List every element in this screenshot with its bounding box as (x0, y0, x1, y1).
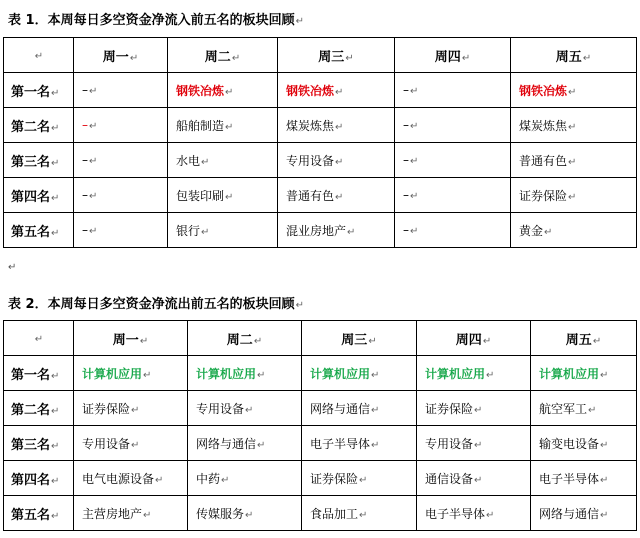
table-cell: –↵ (395, 73, 511, 108)
header-wednesday: 周三↵ (302, 321, 417, 356)
header-monday: 周一↵ (74, 38, 168, 73)
table-cell: –↵ (395, 178, 511, 213)
header-thursday: 周四↵ (395, 38, 511, 73)
table-cell: 水电↵ (168, 143, 278, 178)
table-cell: 证券保险↵ (417, 391, 531, 426)
table-cell: 航空军工↵ (531, 391, 637, 426)
outflow-table (3, 320, 637, 531)
table2-title: 表 2．本周每日多空资金净流出前五名的板块回顾↵ (8, 297, 304, 312)
table-cell: –↵ (74, 213, 168, 248)
table-row (4, 143, 637, 178)
table-cell: 煤炭炼焦↵ (278, 108, 395, 143)
row-label: 第四名↵ (4, 178, 74, 213)
row-label: 第二名↵ (4, 391, 74, 426)
table-row (4, 108, 637, 143)
table-cell: 普通有色↵ (278, 178, 395, 213)
inflow-table (3, 37, 637, 248)
table-cell: 混业房地产↵ (278, 213, 395, 248)
table-row (4, 73, 637, 108)
table-cell: 通信设备↵ (417, 461, 531, 496)
table-cell: 食品加工↵ (302, 496, 417, 531)
table-cell: –↵ (74, 143, 168, 178)
row-label: 第一名↵ (4, 356, 74, 391)
table-cell: 专用设备↵ (417, 426, 531, 461)
row-label: 第一名↵ (4, 73, 74, 108)
row-label: 第四名↵ (4, 461, 74, 496)
row-label: 第五名↵ (4, 213, 74, 248)
table-cell: 计算机应用↵ (302, 356, 417, 391)
table-row (4, 461, 637, 496)
table-cell: 证券保险↵ (302, 461, 417, 496)
table-cell: 计算机应用↵ (74, 356, 188, 391)
table-cell: –↵ (74, 108, 168, 143)
table-row (4, 178, 637, 213)
header-friday: 周五↵ (511, 38, 637, 73)
table-cell: 专用设备↵ (74, 426, 188, 461)
header-wednesday: 周三↵ (278, 38, 395, 73)
table-cell: 银行↵ (168, 213, 278, 248)
table-cell: –↵ (395, 213, 511, 248)
header-tuesday: 周二↵ (188, 321, 302, 356)
table-cell: 电气电源设备↵ (74, 461, 188, 496)
table-header-row (4, 38, 637, 73)
table-cell: 中药↵ (188, 461, 302, 496)
header-thursday: 周四↵ (417, 321, 531, 356)
corner-cell: ↵ (4, 321, 74, 356)
header-tuesday: 周二↵ (168, 38, 278, 73)
row-label: 第三名↵ (4, 426, 74, 461)
corner-cell: ↵ (4, 38, 74, 73)
table-cell: –↵ (74, 73, 168, 108)
table-cell: 船舶制造↵ (168, 108, 278, 143)
table-cell: –↵ (74, 178, 168, 213)
table-cell: 网络与通信↵ (302, 391, 417, 426)
table-cell: 证券保险↵ (74, 391, 188, 426)
table-cell: 包装印刷↵ (168, 178, 278, 213)
table-row (4, 426, 637, 461)
table-cell: 专用设备↵ (188, 391, 302, 426)
table-cell: –↵ (395, 108, 511, 143)
table-cell: 网络与通信↵ (531, 496, 637, 531)
row-label: 第五名↵ (4, 496, 74, 531)
row-label: 第三名↵ (4, 143, 74, 178)
table-cell: 黄金↵ (511, 213, 637, 248)
table-cell: 输变电设备↵ (531, 426, 637, 461)
table-cell: 钢铁冶炼↵ (511, 73, 637, 108)
table-row (4, 391, 637, 426)
table-cell: 钢铁冶炼↵ (278, 73, 395, 108)
table-cell: 计算机应用↵ (188, 356, 302, 391)
table-cell: 普通有色↵ (511, 143, 637, 178)
header-friday: 周五↵ (531, 321, 637, 356)
row-label: 第二名↵ (4, 108, 74, 143)
table-cell: 电子半导体↵ (302, 426, 417, 461)
table1-title: 表 1．本周每日多空资金净流入前五名的板块回顾↵ (8, 13, 304, 28)
table-cell: –↵ (395, 143, 511, 178)
table-cell: 证券保险↵ (511, 178, 637, 213)
header-monday: 周一↵ (74, 321, 188, 356)
paragraph-mark: ↵ (8, 262, 17, 273)
table-cell: 电子半导体↵ (417, 496, 531, 531)
table-row (4, 213, 637, 248)
table-row (4, 496, 637, 531)
table-cell: 煤炭炼焦↵ (511, 108, 637, 143)
table-cell: 专用设备↵ (278, 143, 395, 178)
table-cell: 钢铁冶炼↵ (168, 73, 278, 108)
table-cell: 电子半导体↵ (531, 461, 637, 496)
table-cell: 传媒服务↵ (188, 496, 302, 531)
table-cell: 计算机应用↵ (417, 356, 531, 391)
table-cell: 主营房地产↵ (74, 496, 188, 531)
table-cell: 计算机应用↵ (531, 356, 637, 391)
table-row (4, 356, 637, 391)
table-header-row (4, 321, 637, 356)
table-cell: 网络与通信↵ (188, 426, 302, 461)
